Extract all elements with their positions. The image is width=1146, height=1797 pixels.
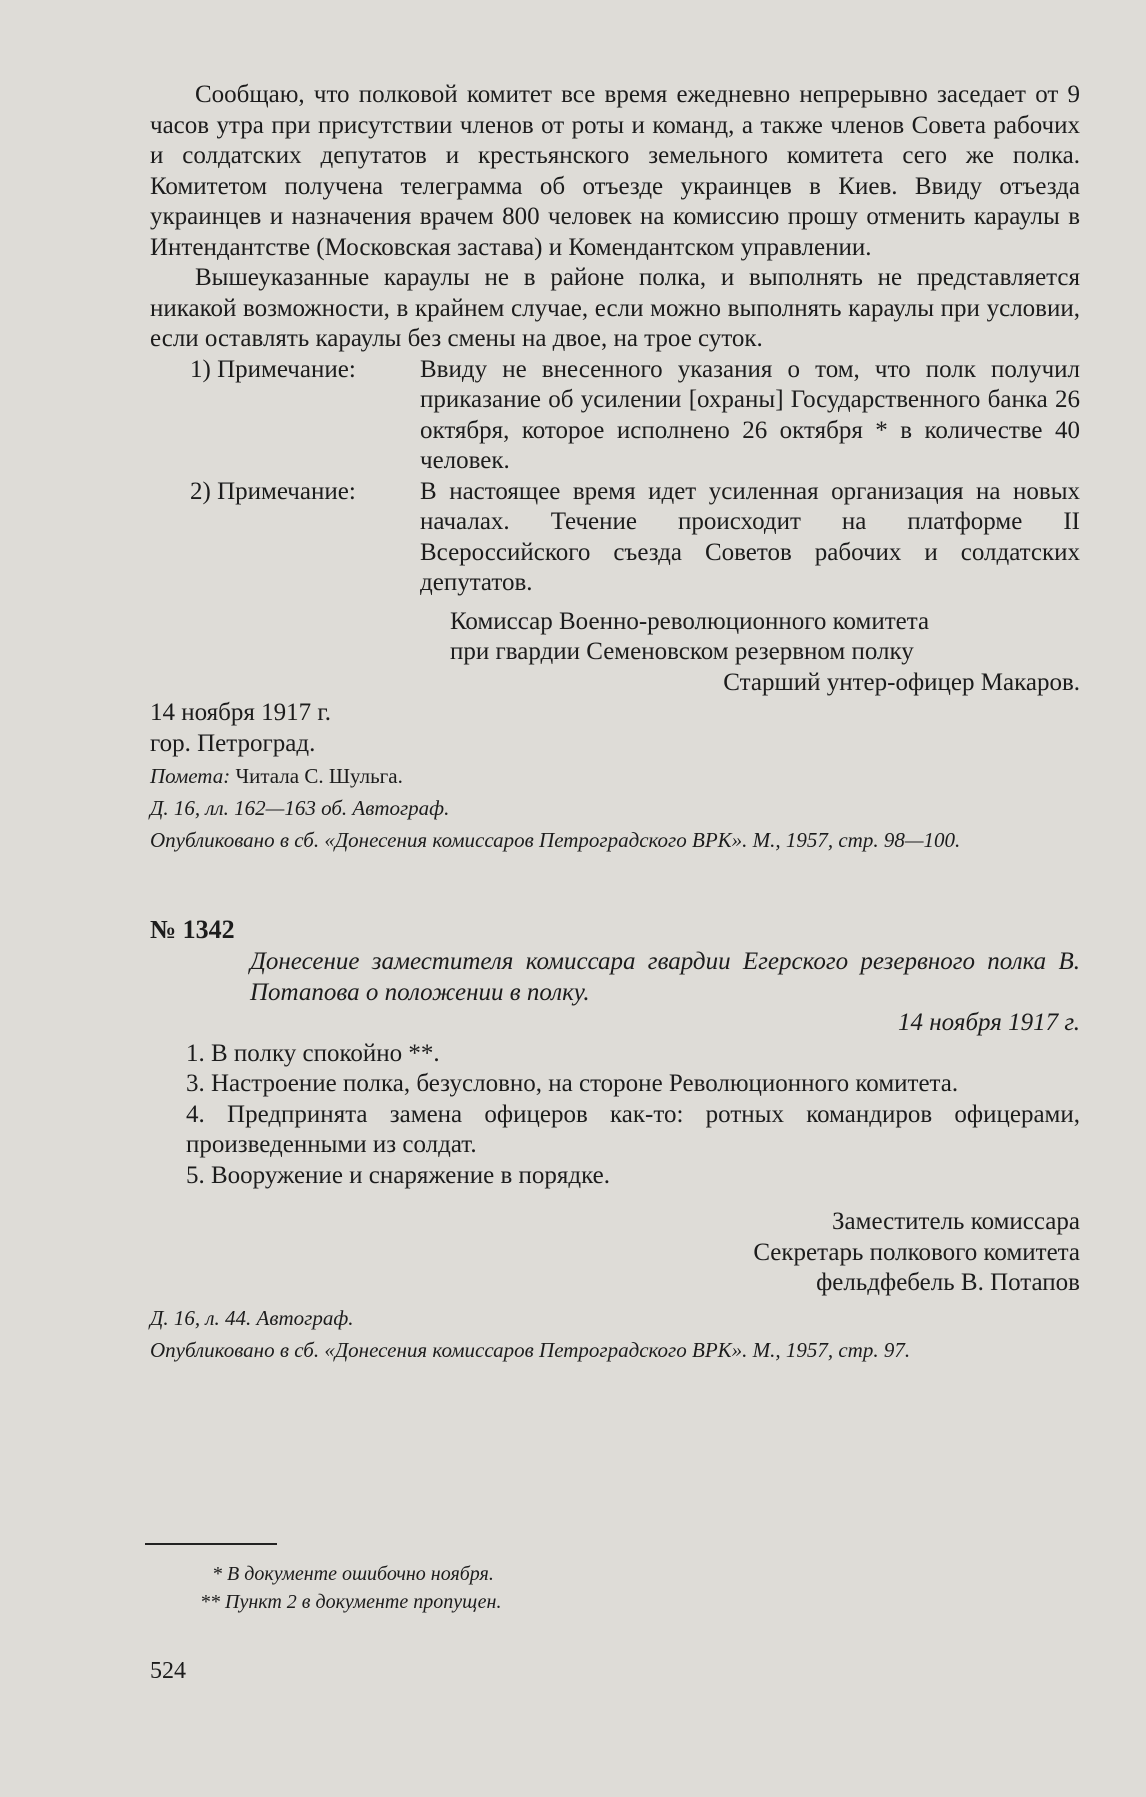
published-ref-2: Опубликовано в сб. «Донесения комиссаров Петроградского ВРК». М., 1957, стр. 97. [150,1337,911,1362]
page-number: 524 [150,1658,186,1684]
signature1-line2: при гвардии Семеновском резервном полку [450,638,914,665]
list-item: 4. Предпринята замена офицеров как-то: ротных командиров офицерами, произведенными из солдат. [186,1100,1080,1158]
signature1-line1: Комиссар Военно-революционного комитета [450,607,930,635]
footnote-divider [145,1543,277,1545]
date-1: 14 ноября 1917 г. [150,699,332,726]
note-2-label: 2) Примечание: [190,477,356,505]
report-body [150,80,1080,853]
mark-value: Читала С. Шульга. [235,764,403,788]
note-2 [150,477,1080,599]
footnote-1: * В документе ошибочно ноября. [212,1563,494,1585]
archive-ref-1: Д. 16, лл. 162—163 об. Автограф. [150,796,450,820]
paragraph-1: Сообщаю, что полковой комитет все время ежедневно непрерывно заседает от 9 часов утра при присутствии членов от роты и команд, а также членов Совета рабочих и солдатских депутатов и крестьянского земельного комитета сего же полка. Комитетом получена телеграмма об отъезде украинцев в Киев. Ввиду отъезда украинцев и назначения врачем 800 человек на комиссию прошу отменить караулы в Интендантстве (Московская застава) и Комендантском управлении. [150,81,1080,261]
note-1-label: 1) Примечание: [190,355,356,383]
signature2-line1: Заместитель комиссара [832,1208,1080,1235]
note-1-text: Ввиду не внесенного указания о том, что полк получил приказание об усилении [охраны] Государственного банка 26 октября, которое исполнено 26 октября * в количестве 40 человек. [420,355,1080,474]
mark [150,763,1080,789]
signature1-line3: Старший унтер-офицер Макаров. [723,668,1080,696]
items-list [150,1039,1080,1192]
archive-ref-2: Д. 16, л. 44. Автограф. [150,1305,354,1330]
footnote-2: ** Пункт 2 в документе пропущен. [200,1591,502,1613]
doc-date: 14 ноября 1917 г. [898,1009,1080,1036]
signature-block-1 [150,607,1080,699]
published-ref-1: Опубликовано в сб. «Донесения комиссаров Петроградского ВРК». М., 1957, стр. 98—100. [150,828,961,852]
document-1342 [150,915,1080,1363]
list-item: 5. Вооружение и снаряжение в порядке. [186,1161,611,1189]
signature2-line2: Секретарь полкового комитета [753,1238,1080,1266]
mark-label: Помета: [150,764,231,788]
footnotes [150,1560,1080,1616]
doc-number: № 1342 [150,915,235,944]
signature-block-2 [150,1207,1080,1299]
place-1: гор. Петроград. [150,729,316,757]
note-1 [150,355,1080,477]
list-item: 3. Настроение полка, безусловно, на стороне Революционного комитета. [186,1070,959,1097]
doc-title: Донесение заместителя комиссара гвардии Егерского резервного полка В. Потапова о положении в полку. [250,948,1080,1006]
paragraph-2: Вышеуказанные караулы не в районе полка, и выполнять не представляется никакой возможности, в крайнем случае, если можно выполнять караулы при условии, если оставлять караулы без смены на двое, на трое суток. [150,264,1080,352]
list-item: 1. В полку спокойно **. [186,1039,440,1067]
signature2-line3: фельдфебель В. Потапов [816,1269,1080,1296]
note-2-text: В настоящее время идет усиленная организация на новых началах. Течение происходит на платформе II Всероссийского съезда Советов рабочих и солдатских депутатов. [420,477,1080,596]
